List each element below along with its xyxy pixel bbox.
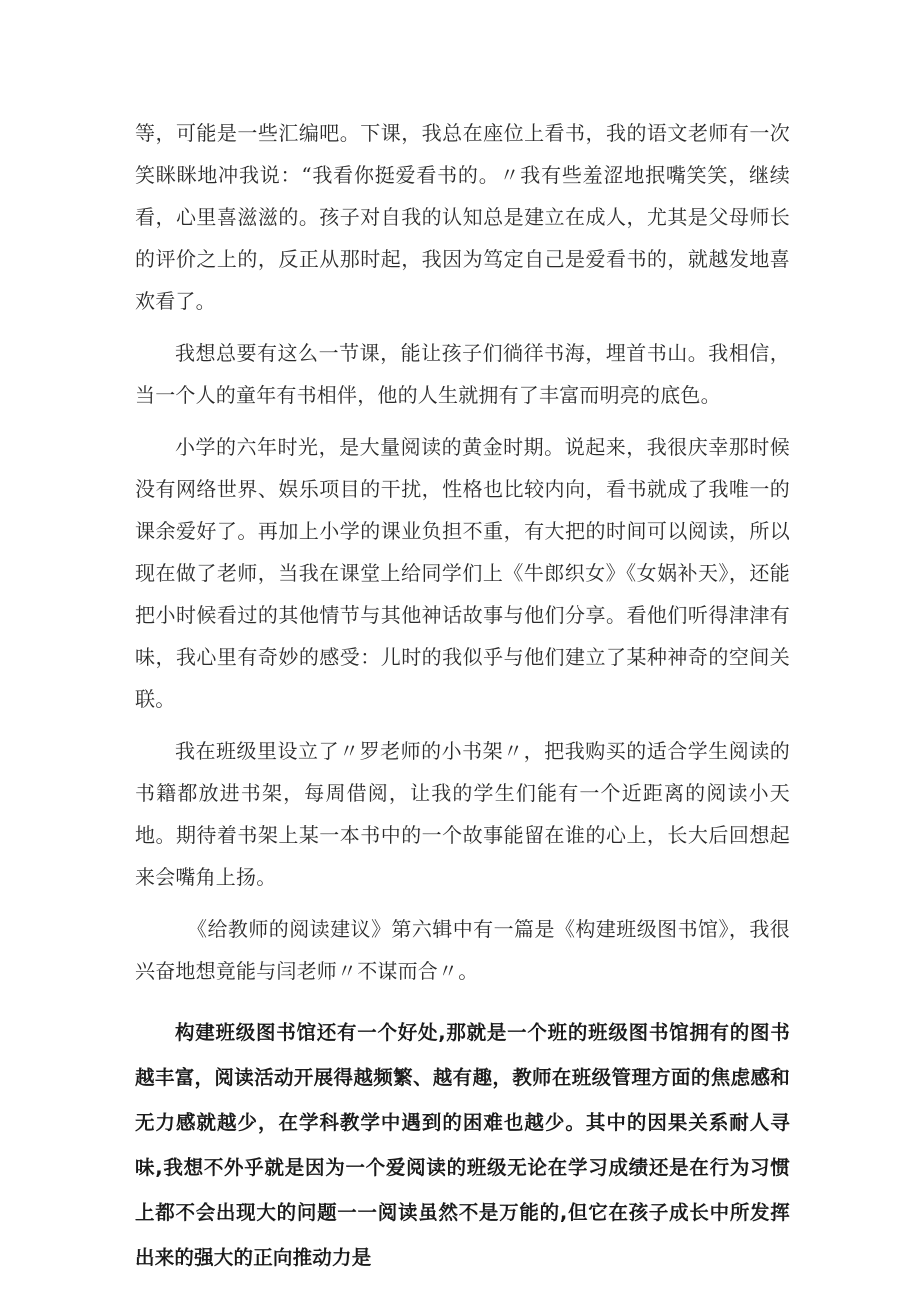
paragraph-bookshelf: 我在班级里设立了〃罗老师的小书架〃，把我购买的适合学生阅读的书籍都放进书架，每周借阅，让我的学生们能有一个近距离的阅读小天地。期待着书架上某一本书中的一个故事能留在谁的心上，长大后回想起来会嘴角上扬。: [135, 739, 790, 889]
paragraph-class-library-quote: 构建班级图书馆还有一个好处,那就是一个班的班级图书馆拥有的图书越丰富，阅读活动开展得越频繁、越有趣，教师在班级管理方面的焦虑感和无力感就越少，在学科教学中遇到的困难也越少。其中的因果关系耐人寻味,我想不外乎就是因为一个爱阅读的班级无论在学习成绩还是在行为习惯上都不会出现大的问题一一阅读虽然不是万能的,但它在孩子成长中所发挥出来的强大的正向推动力是: [135, 1021, 790, 1269]
document-body: [135, 112, 790, 1290]
paragraph-reading-class: 我想总要有这么一节课，能让孩子们徜徉书海，埋首书山。我相信，当一个人的童年有书相伴，他的人生就拥有了丰富而明亮的底色。: [135, 341, 790, 407]
paragraph-primary-school: 小学的六年时光，是大量阅读的黄金时期。说起来，我很庆幸那时候没有网络世界、娱乐项目的干扰，性格也比较内向，看书就成了我唯一的课余爱好了。再加上小学的课业负担不重，有大把的时间可以阅读，所以现在做了老师，当我在课堂上给同学们上《牛郎织女》《女娲补天》，还能把小时候看过的其他情节与其他神话故事与他们分享。看他们听得津津有味，我心里有奇妙的感受：儿时的我似乎与他们建立了某种神奇的空间关联。: [135, 435, 790, 711]
paragraph-continuation: 等，可能是一些汇编吧。下课，我总在座位上看书，我的语文老师有一次笑眯眯地冲我说：“我看你挺爱看书的。〃我有些羞涩地抿嘴笑笑，继续看，心里喜滋滋的。孩子对自我的认知总是建立在成人，尤其是父母师长的评价之上的，反正从那时起，我因为笃定自己是爱看书的，就越发地喜欢看了。: [135, 121, 790, 313]
paragraph-reading-advice: 《给教师的阅读建议》第六辑中有一篇是《构建班级图书馆》，我很兴奋地想竟能与闫老师〃不谋而合〃。: [135, 917, 790, 983]
